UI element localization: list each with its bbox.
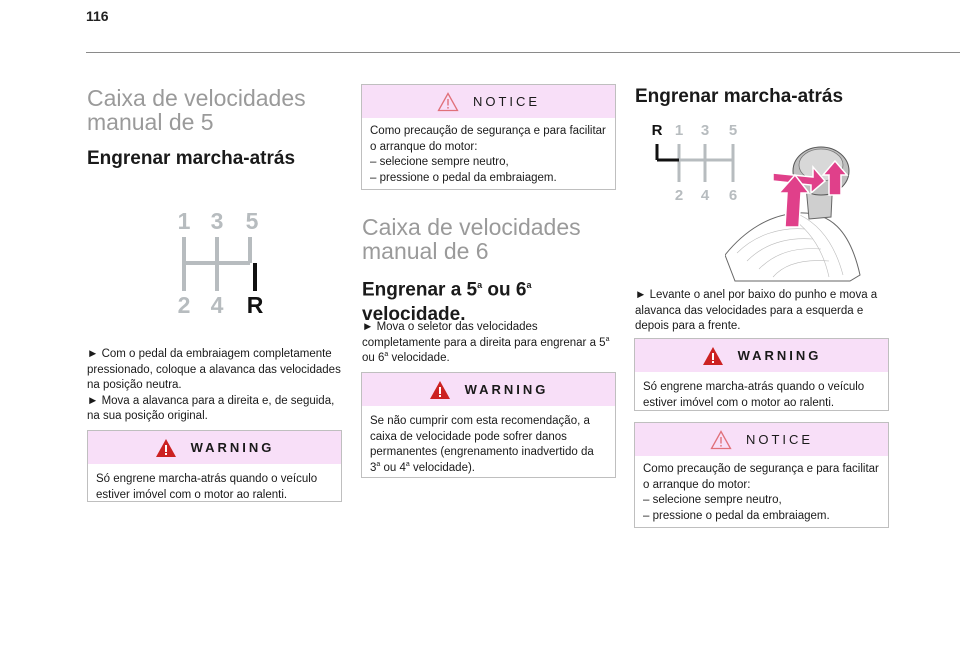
gear-label-1: 1 xyxy=(674,122,684,139)
gear-label-3: 3 xyxy=(210,208,224,234)
gear-pattern-diagram-5 xyxy=(170,205,270,317)
subheading-reverse-gear: Engrenar marcha-atrás xyxy=(87,148,296,169)
warning-header xyxy=(362,373,615,406)
notice-triangle-icon xyxy=(437,92,459,112)
superscript: a xyxy=(384,351,389,359)
warning-header xyxy=(88,431,341,464)
gear-label-5: 5 xyxy=(728,122,738,139)
warning-box-col3 xyxy=(634,338,889,411)
section-title-line: Caixa de velocidades xyxy=(362,214,581,240)
steps-manual-5 xyxy=(87,347,345,425)
section-title-manual-5 xyxy=(87,86,347,134)
step-text: velocidade. xyxy=(388,352,450,364)
page-number: 116 xyxy=(86,8,109,24)
gear-label-r: R xyxy=(246,292,264,317)
notice-label: NOTICE xyxy=(472,94,541,109)
step-1: ► Com o pedal da embraiagem completamente pressionado, coloque a alavanca das velocidades na posição neutra. xyxy=(87,348,341,391)
step-text: ► Mova o seletor das velocidades completamente para a direita para engrenar a 5 xyxy=(362,321,606,349)
notice-item: – selecione sempre neutro, xyxy=(643,494,782,506)
warning-text: Só engrene marcha-atrás quando o veículo estiver imóvel com o motor ao ralenti. xyxy=(643,381,865,409)
notice-box-col3 xyxy=(634,422,889,528)
superscript: a xyxy=(605,335,610,343)
section-title-line: manual de 5 xyxy=(87,109,214,135)
notice-header xyxy=(635,423,888,456)
warning-box-col2 xyxy=(361,372,616,478)
notice-item: – pressione o pedal da embraiagem. xyxy=(643,509,830,522)
notice-intro: Como precaução de segurança e para facilitar o arranque do motor: xyxy=(643,463,879,491)
warning-label: WARNING xyxy=(190,440,275,455)
subheading-text: Engrenar a 5 xyxy=(362,279,478,301)
notice-label: NOTICE xyxy=(745,432,814,447)
gear-knob-illustration xyxy=(725,135,865,283)
subheading-reverse-gear-6: Engrenar marcha-atrás xyxy=(635,86,844,107)
step-text: ou 6 xyxy=(362,352,385,364)
gear-label-2: 2 xyxy=(674,187,684,204)
notice-box-col2 xyxy=(361,84,616,190)
gear-label-3: 3 xyxy=(700,122,710,139)
warning-triangle-icon xyxy=(702,346,724,366)
section-title-line: Caixa de velocidades xyxy=(87,85,306,111)
warning-text-part: ou 4 xyxy=(380,461,406,474)
step-reverse-6: ► Levante o anel por baixo do punho e mova a alavanca das velocidades para a esquerda e depois para a frente. xyxy=(635,289,878,332)
step-2: ► Mova a alavanca para a direita e, de seguida, na sua posição original. xyxy=(87,394,335,422)
warning-text-part: Se não cumprir com esta recomendação, a caixa de velocidade pode sofrer danos permanentes (engrenamento inadvertido da 3 xyxy=(370,415,594,474)
warning-triangle-icon xyxy=(429,380,451,400)
superscript: a xyxy=(405,460,410,468)
subheading-text: ou 6 xyxy=(482,279,527,301)
warning-header xyxy=(635,339,888,372)
notice-intro: Como precaução de segurança e para facilitar o arranque do motor: xyxy=(370,125,606,153)
warning-triangle-icon xyxy=(155,438,177,458)
superscript: a xyxy=(526,280,532,290)
header-divider xyxy=(86,52,960,53)
warning-box-col1 xyxy=(87,430,342,502)
step-gear-5-6 xyxy=(362,320,614,367)
notice-triangle-icon xyxy=(710,430,732,450)
gear-label-6: 6 xyxy=(728,187,738,204)
subheading-text: velocidade. xyxy=(362,304,466,326)
superscript: a xyxy=(477,280,483,290)
notice-item: – pressione o pedal da embraiagem. xyxy=(370,171,557,184)
superscript: a xyxy=(376,460,381,468)
warning-text-part: velocidade). xyxy=(409,461,476,474)
gear-label-2: 2 xyxy=(177,292,191,317)
notice-item: – selecione sempre neutro, xyxy=(370,156,509,168)
gear-label-1: 1 xyxy=(177,208,191,234)
warning-text xyxy=(370,414,607,476)
notice-header xyxy=(362,85,615,118)
warning-label: WARNING xyxy=(464,382,549,397)
section-title-manual-6 xyxy=(362,215,622,263)
gear-label-4: 4 xyxy=(210,292,224,317)
warning-text: Só engrene marcha-atrás quando o veículo estiver imóvel com o motor ao ralenti. xyxy=(96,473,318,501)
warning-label: WARNING xyxy=(737,348,822,363)
gear-label-r: R xyxy=(651,122,663,139)
section-title-line: manual de 6 xyxy=(362,238,489,264)
gear-label-4: 4 xyxy=(700,187,710,204)
gear-label-5: 5 xyxy=(245,208,259,234)
